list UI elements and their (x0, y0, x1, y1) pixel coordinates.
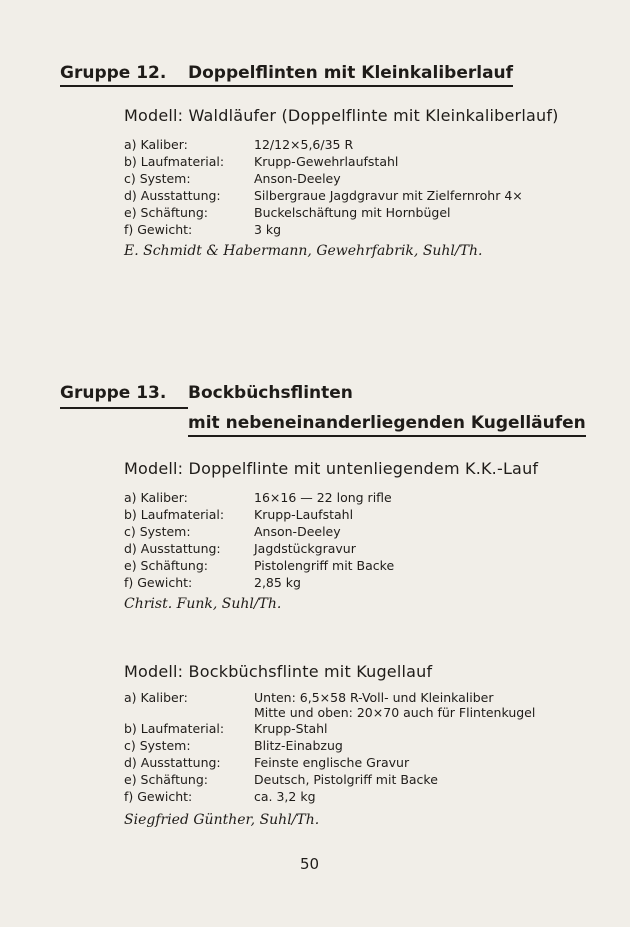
maker-schmidt-habermann: E. Schmidt & Habermann, Gewehrfabrik, Suhl/Th. (124, 243, 483, 259)
spec-row: c) System: Anson-Deeley (124, 171, 341, 186)
model-waldlaeufer-specs (124, 136, 584, 238)
group-12-title: Doppelflinten mit Kleinkaliberlauf (188, 63, 514, 83)
spec-row: c) System: Anson-Deeley (124, 524, 341, 539)
spec-row: e) Schäftung: Deutsch, Pistolgriff mit Backe (124, 772, 438, 787)
spec-row: b) Laufmaterial: Krupp-Gewehrlaufstahl (124, 154, 399, 169)
spec-row: f) Gewicht: ca. 3,2 kg (124, 789, 316, 804)
model-bockbuechsflinte-specs (124, 689, 594, 805)
model-doppelflinte-specs (124, 489, 584, 591)
model-waldlaeufer-title: Modell: Waldläufer (Doppelflinte mit Kleinkaliberlauf) (124, 106, 559, 125)
group-13-number: Gruppe 13. (60, 383, 167, 403)
spec-row: a) Kaliber: 12/12×5,6/35 R (124, 137, 354, 152)
spec-row: f) Gewicht: 3 kg (124, 222, 282, 237)
spec-row: d) Ausstattung: Silbergraue Jagdgravur mit Zielfernrohr 4× (124, 188, 523, 203)
maker-christ-funk: Christ. Funk, Suhl/Th. (124, 596, 282, 612)
spec-row: f) Gewicht: 2,85 kg (124, 575, 301, 590)
spec-row: e) Schäftung: Buckelschäftung mit Hornbügel (124, 205, 451, 220)
spec-row: b) Laufmaterial: Krupp-Stahl (124, 721, 328, 736)
group-13-title-line1: Bockbüchsflinten (188, 383, 353, 403)
spec-row: d) Ausstattung: Jagdstückgravur (124, 541, 356, 556)
spec-row: b) Laufmaterial: Krupp-Laufstahl (124, 507, 354, 522)
group-13-heading (60, 383, 353, 405)
spec-row-kaliber: a) Kaliber: Unten: 6,5×58 R-Voll- und Kleinkaliber Mitte und oben: 20×70 auch für Flintenkugel (124, 689, 594, 720)
group-13-title-line2: mit nebeneinanderliegenden Kugelläufen (188, 413, 586, 437)
model-doppelflinte-title: Modell: Doppelflinte mit untenliegendem K.K.-Lauf (124, 459, 539, 478)
kaliber-line1: Unten: 6,5×58 R-Voll- und Kleinkaliber (254, 690, 494, 705)
group-13-underline-left (60, 407, 188, 409)
group-12-number: Gruppe 12. (60, 63, 167, 83)
model-bockbuechsflinte-title: Modell: Bockbüchsflinte mit Kugellauf (124, 662, 433, 681)
spec-row: d) Ausstattung: Feinste englische Gravur (124, 755, 410, 770)
spec-row: e) Schäftung: Pistolengriff mit Backe (124, 558, 395, 573)
page-number: 50 (300, 855, 320, 873)
group-12-heading (60, 63, 513, 87)
spec-row: c) System: Blitz-Einabzug (124, 738, 343, 753)
maker-siegfried-guenther: Siegfried Günther, Suhl/Th. (124, 812, 320, 828)
kaliber-line2: Mitte und oben: 20×70 auch für Flintenkugel (254, 705, 536, 720)
spec-row: a) Kaliber: 16×16 — 22 long rifle (124, 490, 392, 505)
